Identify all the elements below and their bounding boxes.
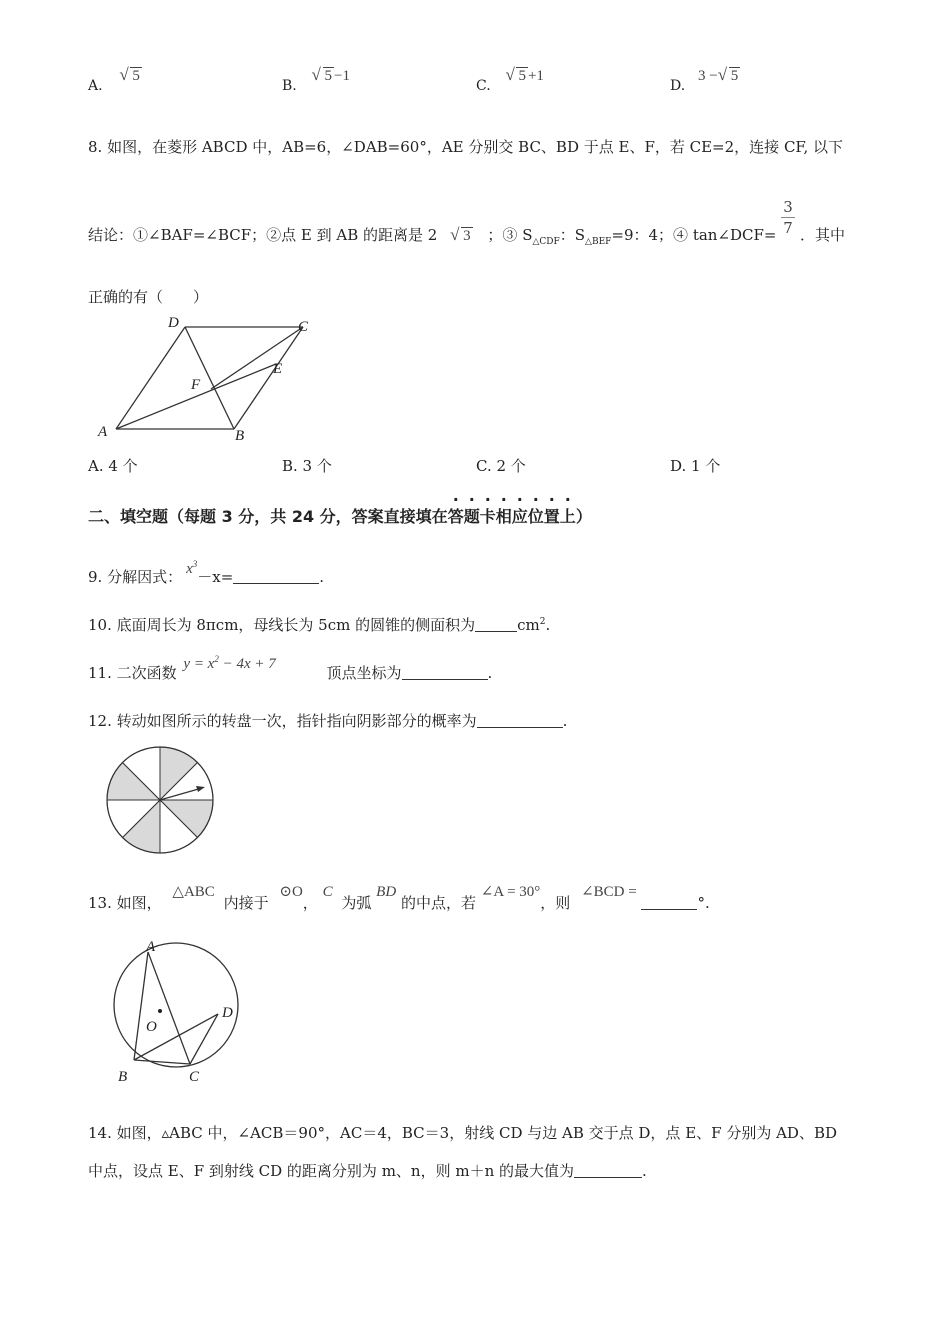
q8-fraction-num: 3 [783,198,793,216]
q9: 9. 分解因式： $x^3-x=$ . [88,559,325,586]
segment-bc [134,1060,190,1064]
q8-fraction-den: 7 [783,219,793,237]
q10: 10. 底面周长为 8πcm，母线长为 5cm 的圆锥的侧面积为 $cm^2$. [88,616,551,634]
label-o: O [146,1019,157,1035]
label-f: F [191,377,201,393]
q14-answer-blank[interactable] [574,1163,642,1178]
label-b: B [235,428,245,444]
side-da [116,327,185,429]
q7-option-d-expr: 3 − √ 5 [697,65,739,84]
q7-option-b: B. √ 5 −1 [282,65,350,94]
segment-cf [211,327,303,389]
segment-ac [148,952,190,1064]
q7-option-b-expr: √ 5 −1 [311,65,350,84]
segment-ae [116,364,276,429]
q13: 13. 如图， △ABC 内接于 ⊙O， C 为弧 BD 的中点，若 ∠A = 30°，则 ∠BCD = °. [88,884,710,912]
center-dot [158,1009,162,1013]
q8-option-a: A. 4 个 [88,457,138,475]
label-c: C [298,319,309,335]
q12: 12. 转动如图所示的转盘一次，指针指向阴影部分的概率为 . [88,712,568,730]
q7-option-a-expr: √ 5 [119,65,140,84]
q8-fraction [781,198,795,237]
q8-option-b: B. 3 个 [282,457,332,475]
label-a: A [98,424,108,440]
q8-sqrt3: √ 3 [450,225,471,244]
q8-option-c: C. 2 个 [476,457,526,475]
q8-rhombus-figure [95,310,325,450]
q13-angle-a: ∠A = 30° [480,884,541,900]
q7-option-c-expr: √ 5 +1 [505,65,544,84]
q13-angle-bcd: ∠BCD = [581,884,637,900]
q8-option-d: D. 1 个 [670,457,721,475]
q13-answer-blank[interactable] [641,895,697,910]
q8-line2: 结论：①∠BAF=∠BCF；②点 E 到 AB 的距离是 2 √ 3 ；③ $S_{\triangle CDF}$：$S_{\triangle BEF}=9$：4；④ tan∠DCF= [88,225,777,247]
q7-option-d: D. 3 − √ 5 [670,65,739,94]
q13-circle: ⊙O [279,884,303,900]
label-c: C [189,1069,200,1085]
q8-line2-end: ．其中 [800,226,846,244]
label-d: D [222,1005,233,1021]
q11-answer-blank[interactable] [402,665,488,680]
q12-spinner-figure [102,742,220,860]
label-e: E [273,361,283,377]
q11: 11. 二次函数 $y = x^2 - 4x + 7$ 顶点坐标为 . [88,654,493,682]
q14-line2: 中点，设点 E、F 到射线 CD 的距离分别为 m、n，则 m＋n 的最大值为 . [88,1162,647,1180]
label-d: D [168,315,179,331]
q7-option-a: A. √ 5 [88,65,140,94]
q14-line1: 14. 如图，▵ABC 中，∠ACB＝90°，AC＝4，BC＝3，射线 CD 与边 AB 交于点 D，点 E、F 分别为 AD、BD [88,1124,837,1142]
segment-ab [134,952,148,1060]
q11-expression: $y = x^2 - 4x + 7$ [183,654,276,672]
q13-circle-figure [96,930,246,1090]
q12-answer-blank[interactable] [477,713,563,728]
label-a: A [146,939,156,955]
section-2-heading: 二、填空题（每题 3 分，共 24 分，答案直接填在答题卡相应位置上） [88,507,592,526]
q10-answer-blank[interactable] [475,617,517,632]
label-b: B [118,1069,128,1085]
side-bc [234,327,303,429]
q8-line3: 正确的有（ ） [88,288,209,306]
q8-line1: 8. 如图，在菱形 ABCD 中，AB=6，∠DAB=60°，AE 分别交 BC、BD 于点 E、F，若 CE=2，连接 CF, 以下 [88,138,844,156]
circumcircle [114,943,238,1067]
q9-answer-blank[interactable] [233,569,319,584]
q13-triangle: △ABC [172,884,215,900]
q7-option-c: C. √ 5 +1 [476,65,544,94]
